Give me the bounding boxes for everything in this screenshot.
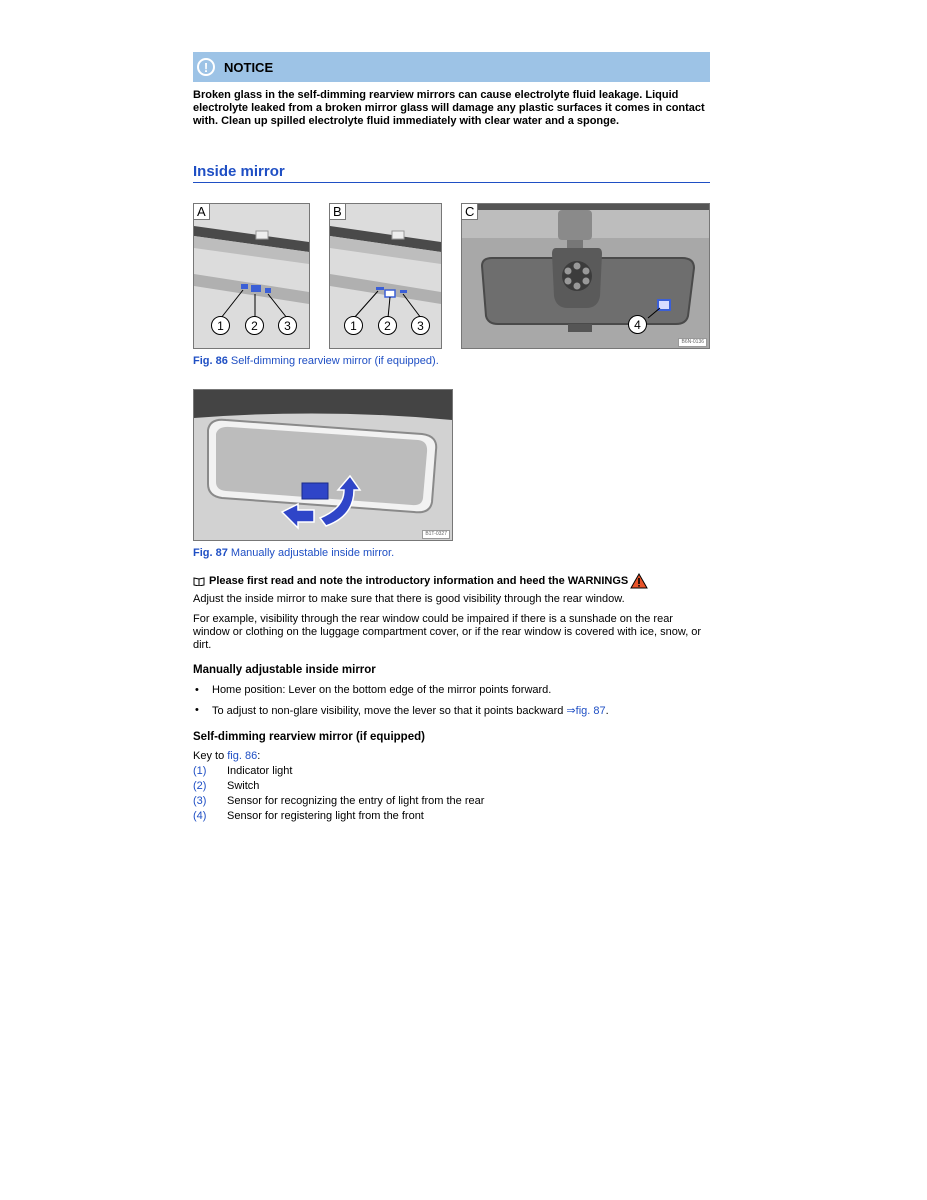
book-icon — [193, 576, 205, 586]
key-item: (2) Switch — [193, 780, 260, 792]
intro-text: Please first read and note the introductory information and heed the WARNINGS — [209, 575, 629, 587]
image-code: B6N-0136 — [678, 338, 707, 347]
key-intro: Key to fig. 86 : — [193, 750, 261, 762]
warning-triangle-icon — [630, 573, 648, 589]
bullet-dot: • — [195, 684, 199, 696]
figure-87-caption — [193, 547, 710, 559]
fig-86-link[interactable]: fig. 86 — [227, 750, 258, 762]
image-code: B1T-0327 — [422, 530, 450, 539]
notice-title: NOTICE — [224, 59, 274, 75]
notice-body: Broken glass in the self-dimming rearview mirrors can cause electrolyte fluid leakage. Liquid electrolyte leaked from a broken mirror glass will damage any plastic surfaces it comes in contact with. Clean up spilled electrolyte fluid immediately with clear water and a sponge. — [193, 89, 705, 127]
caption-label: Fig. 87 — [193, 547, 228, 559]
bullet-item — [193, 684, 710, 696]
panel-label-b: B — [330, 204, 346, 220]
figure-86-caption — [193, 355, 710, 367]
callout-1: 1 — [211, 316, 230, 335]
subheading-manual: Manually adjustable inside mirror — [193, 664, 376, 676]
intro-instruction — [193, 573, 710, 589]
bullet-text: To adjust to non-glare visibility, move the lever so that it points backward ⇒fig. 87. — [212, 705, 609, 717]
callout-2: 2 — [245, 316, 264, 335]
subheading-selfdim: Self-dimming rearview mirror (if equipped) — [193, 731, 425, 743]
section-title: Inside mirror — [193, 163, 710, 183]
callout-3: 3 — [278, 316, 297, 335]
key-item: (1) Indicator light — [193, 765, 293, 777]
key-item: (4) Sensor for registering light from the front — [193, 810, 424, 822]
arrow-ref: ⇒ — [566, 705, 576, 717]
callout-4: 4 — [628, 315, 647, 334]
caption-text: Self-dimming rearview mirror (if equipped). — [230, 355, 439, 367]
notice-header — [193, 52, 710, 82]
panel-label-c: C — [462, 204, 478, 220]
paragraph: Adjust the inside mirror to make sure that there is good visibility through the rear window. — [193, 593, 625, 605]
fig-87-link[interactable]: fig. 87 — [575, 705, 606, 717]
paragraph: For example, visibility through the rear window could be impaired if there is a sunshade on the rear window or clothing on the luggage compartment cover, or if the rear window is covered with ice, snow, or dirt. — [193, 613, 702, 651]
bullet-dot: • — [195, 704, 199, 716]
key-item: (3) Sensor for recognizing the entry of light from the rear — [193, 795, 485, 807]
figure-86-panel-c — [461, 203, 710, 349]
manual-mirror-illustration — [194, 390, 452, 540]
caption-text: Manually adjustable inside mirror. — [230, 547, 395, 559]
bullet-text: Home position: Lever on the bottom edge of the mirror points forward. — [212, 684, 552, 696]
exclamation-circle-icon: ! — [197, 58, 215, 76]
callout-3: 3 — [411, 316, 430, 335]
panel-label-a: A — [194, 204, 210, 220]
caption-label: Fig. 86 — [193, 355, 228, 367]
callout-1: 1 — [344, 316, 363, 335]
callout-2: 2 — [378, 316, 397, 335]
figure-86-panel-b — [329, 203, 442, 349]
manual-page — [193, 52, 710, 824]
bullet-item — [193, 704, 710, 717]
figure-87 — [193, 389, 453, 541]
figure-86 — [193, 203, 710, 349]
mirror-rear-illustration — [462, 204, 709, 348]
figure-86-panel-a — [193, 203, 310, 349]
